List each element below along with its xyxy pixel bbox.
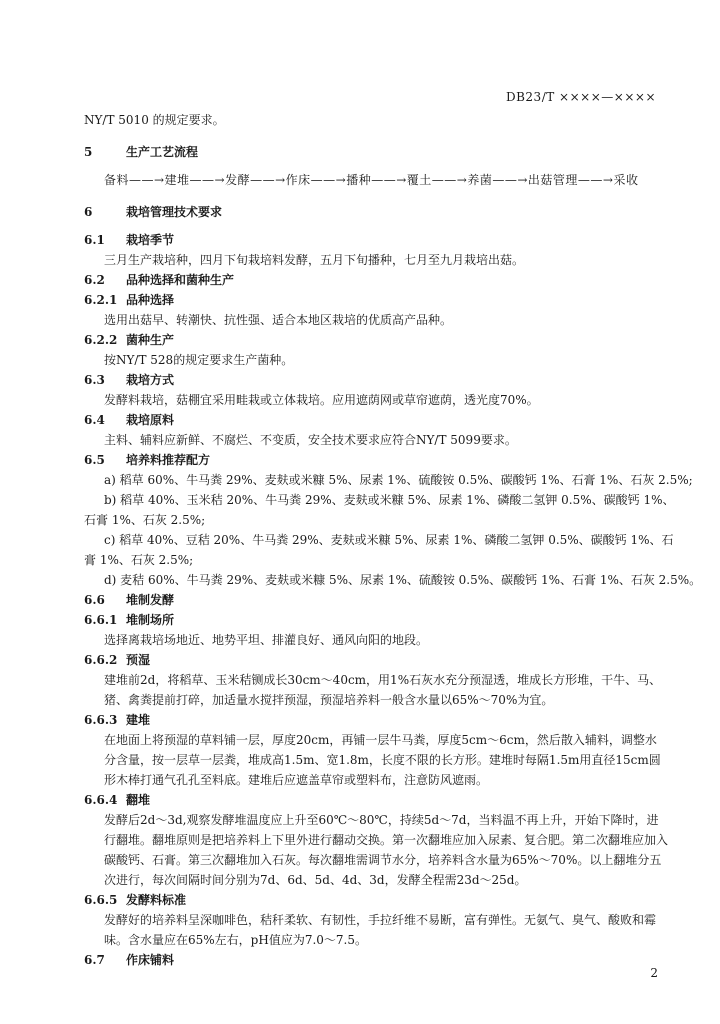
formula-line: b) 稻草 40%、玉米秸 20%、牛马粪 29%、麦麸或米糠 5%、尿素 1%、磷酸二氢钾 0.5%、碳酸钙 1%、 bbox=[104, 493, 675, 507]
section-6-2-2-text: 按NY/T 528的规定要求生产菌种。 bbox=[104, 353, 294, 367]
section-6-1-heading bbox=[84, 230, 668, 250]
section-title: 栽培管理技术要求 bbox=[126, 205, 223, 219]
section-title: 翻堆 bbox=[126, 793, 151, 807]
section-6-6-1-heading bbox=[84, 610, 668, 630]
section-number: 6.6.1 bbox=[84, 613, 118, 627]
document-code: DB23/T ××××—×××× bbox=[505, 90, 656, 104]
section-6-heading bbox=[84, 202, 668, 222]
process-flow: 备料——→建堆——→发酵——→作床——→播种——→覆土——→养菌——→出菇管理——→采收 bbox=[104, 173, 639, 187]
formula-line: d) 麦秸 60%、牛马粪 29%、麦麸或米糠 5%、尿素 1%、硫酸铵 0.5%、碳酸钙 1%、石膏 1%、石灰 2.5%。 bbox=[104, 573, 702, 587]
formula-line: a) 稻草 60%、牛马粪 29%、麦麸或米糠 5%、尿素 1%、硫酸铵 0.5%、碳酸钙 1%、石膏 1%、石灰 2.5%; bbox=[104, 473, 693, 487]
section-title: 堆制发酵 bbox=[126, 593, 175, 607]
section-6-2-1-heading bbox=[84, 290, 668, 310]
section-6-7-heading bbox=[84, 950, 668, 970]
section-6-6-2-text: 建堆前2d，将稻草、玉米秸铡成长30cm～40cm，用1%石灰水充分预湿透，堆成长方形堆，干牛、马、猪、禽粪提前打碎，加适量水搅拌预湿，预湿培养料一般含水量以65%～70%为宜。 bbox=[104, 673, 662, 707]
section-number: 6.7 bbox=[84, 953, 105, 967]
section-5-heading bbox=[84, 142, 668, 162]
section-number: 6.6 bbox=[84, 593, 105, 607]
section-6-3-text: 发酵料栽培，菇棚宜采用畦栽或立体栽培。应用遮荫网或草帘遮荫，透光度70%。 bbox=[104, 393, 539, 407]
section-number: 6.4 bbox=[84, 413, 105, 427]
section-6-6-3-text: 在地面上将预湿的草料铺一层，厚度20cm，再铺一层牛马粪，厚度5cm～6cm，然后散入辅料，调整水分含量，按一层草一层粪，堆成高1.5m、宽1.8m，长度不限的长方形。建堆时每隔1.5m用直径15cm圆形木棒打通气孔孔至料底。建堆后应遮盖草帘或塑料布，注意防风遮雨。 bbox=[104, 733, 661, 787]
section-6-6-2-heading bbox=[84, 650, 668, 670]
section-6-6-4-heading bbox=[84, 790, 668, 810]
section-6-2-1-text: 选用出菇早、转潮快、抗性强、适合本地区栽培的优质高产品种。 bbox=[104, 313, 453, 327]
section-title: 生产工艺流程 bbox=[126, 145, 199, 159]
section-6-5-heading bbox=[84, 450, 668, 470]
section-title: 作床铺料 bbox=[126, 953, 175, 967]
document-body bbox=[84, 110, 702, 970]
section-title: 堆制场所 bbox=[126, 613, 175, 627]
section-number: 6.2 bbox=[84, 273, 105, 287]
section-6-4-text: 主料、辅料应新鲜、不腐烂、不变质，安全技术要求应符合NY/T 5099要求。 bbox=[104, 433, 517, 447]
formula-line: 石膏 1%、石灰 2.5%; bbox=[84, 513, 206, 527]
section-6-6-3-heading bbox=[84, 710, 668, 730]
section-6-3-heading bbox=[84, 370, 668, 390]
section-number: 6 bbox=[84, 205, 93, 219]
section-title: 发酵料标准 bbox=[126, 893, 187, 907]
section-6-4-heading bbox=[84, 410, 668, 430]
section-6-6-5-text: 发酵好的培养料呈深咖啡色，秸秆柔软、有韧性，手拉纤维不易断，富有弹性。无氨气、臭气、酸败和霉味。含水量应在65%左右，pH值应为7.0～7.5。 bbox=[104, 913, 657, 947]
continuation-line: NY/T 5010 的规定要求。 bbox=[84, 113, 225, 127]
section-6-6-1-text: 选择离栽培场地近、地势平坦、排灌良好、通风向阳的地段。 bbox=[104, 633, 429, 647]
section-6-1-text: 三月生产栽培种，四月下旬栽培料发酵，五月下旬播种，七月至九月栽培出菇。 bbox=[104, 253, 525, 267]
section-number: 6.3 bbox=[84, 373, 105, 387]
section-title: 栽培方式 bbox=[126, 373, 175, 387]
section-number: 6.2.2 bbox=[84, 333, 118, 347]
section-title: 栽培季节 bbox=[126, 233, 175, 247]
section-number: 6.6.3 bbox=[84, 713, 118, 727]
section-6-2-heading bbox=[84, 270, 668, 290]
section-number: 6.2.1 bbox=[84, 293, 118, 307]
section-number: 6.6.5 bbox=[84, 893, 118, 907]
section-number: 6.6.4 bbox=[84, 793, 118, 807]
section-6-6-4-text: 发酵后2d～3d,观察发酵堆温度应上升至60℃～80℃，持续5d～7d，当料温不再上升，开始下降时，进行翻堆。翻堆原则是把培养料上下里外进行翻动交换。第一次翻堆应加入尿素、复合肥。第二次翻堆应加入碳酸钙、石膏。第三次翻堆加入石灰。每次翻堆需调节水分，培养料含水量为65%～70%。以上翻堆分五次进行，每次间隔时间分别为7d、6d、5d、4d、3d，发酵全程需23d～25d。 bbox=[104, 813, 669, 887]
section-6-6-heading bbox=[84, 590, 668, 610]
section-title: 预湿 bbox=[126, 653, 151, 667]
page-number: 2 bbox=[650, 966, 658, 980]
formula-line: c) 稻草 40%、豆秸 20%、牛马粪 29%、麦麸或米糠 5%、尿素 1%、磷酸二氢钾 0.5%、碳酸钙 1%、石 bbox=[104, 533, 674, 547]
section-title: 培养料推荐配方 bbox=[126, 453, 211, 467]
section-number: 5 bbox=[84, 145, 93, 159]
section-number: 6.6.2 bbox=[84, 653, 118, 667]
section-title: 建堆 bbox=[126, 713, 151, 727]
section-title: 栽培原料 bbox=[126, 413, 175, 427]
section-6-2-2-heading bbox=[84, 330, 668, 350]
section-number: 6.1 bbox=[84, 233, 105, 247]
formula-line: 膏 1%、石灰 2.5%; bbox=[84, 553, 194, 567]
section-title: 菌种生产 bbox=[126, 333, 175, 347]
section-number: 6.5 bbox=[84, 453, 105, 467]
section-title: 品种选择 bbox=[126, 293, 175, 307]
section-6-6-5-heading bbox=[84, 890, 668, 910]
section-title: 品种选择和菌种生产 bbox=[126, 273, 235, 287]
